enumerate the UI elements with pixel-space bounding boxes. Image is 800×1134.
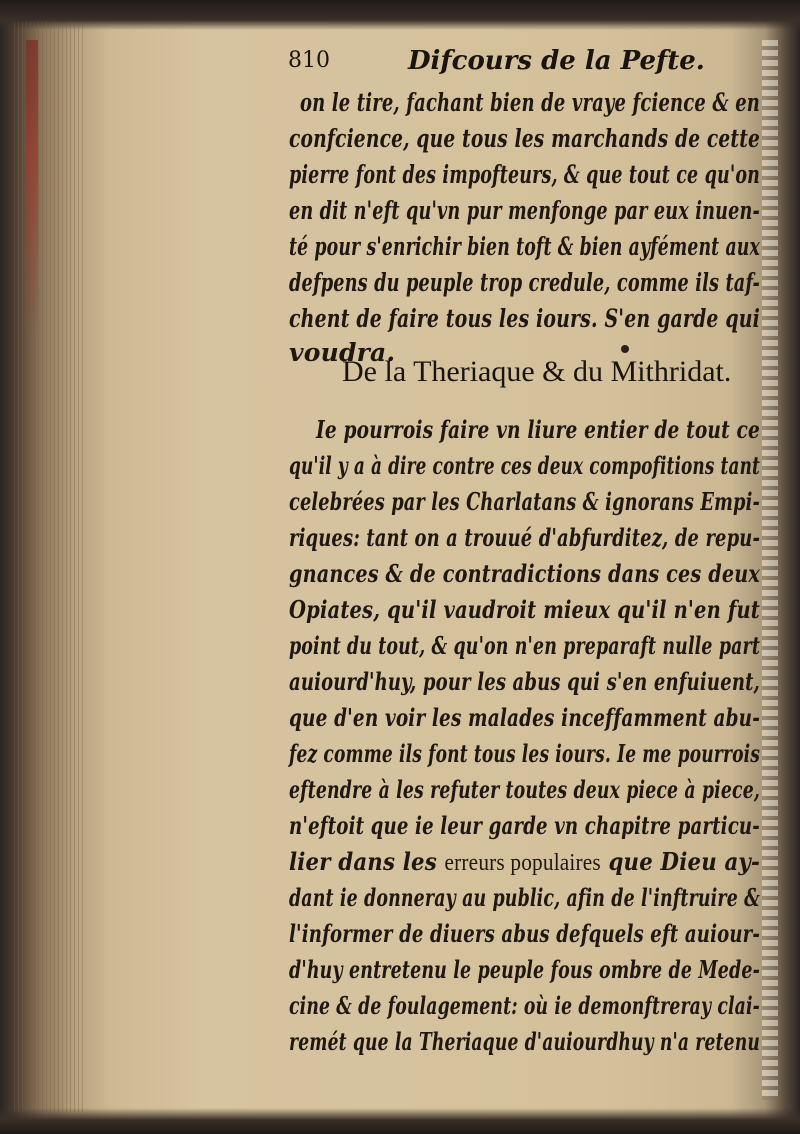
text-line: auiourd'huy, pour les abus qui s'en enfuiuent, [289,667,760,696]
text-line: qu'il y a à dire contre ces deux compofitions tant [289,451,760,480]
text-line: on le tire, fachant bien de vraye fcience & en [300,88,761,117]
text-line: d'huy entretenu le peuple fous ombre de Mede- [289,955,761,984]
text-segment: lier dans les [289,847,437,876]
text-line: fez comme ils font tous les iours. Ie me pourrois [289,739,761,768]
text-segment: que Dieu ay- [608,847,761,876]
scan-bottom-shadow [0,1108,800,1134]
text-segment-roman: erreurs populaires [444,849,601,876]
text-line: eftendre à les refuter toutes deux piece à piece, [289,775,761,804]
text-line: Opiates, qu'il vaudroit mieux qu'il n'en fut [289,595,760,624]
running-head: Difcours de la Pefte. [408,46,705,76]
text-line: Ie pourrois faire vn liure entier de tout ce [316,415,760,444]
text-line: remét que la Theriaque d'auiourdhuy n'a retenu [289,1027,760,1056]
page-edges-right [762,40,778,1100]
text-line: chent de faire tous les iours. S'en garde qui [289,304,760,333]
text-line: en dit n'eft qu'vn pur menfonge par eux inuen- [289,196,760,225]
text-line: celebrées par les Charlatans & ignorans Empi- [289,487,761,516]
red-binding-edge [26,40,38,340]
page-header [288,48,748,82]
text-line: l'informer de diuers abus defquels eft auiour- [289,919,761,948]
text-line: cine & de foulagement: où ie demonftreray clai- [289,991,760,1020]
text-line-mixed [289,847,760,877]
text-line: té pour s'enrichir bien toft & bien ayfément aux [289,232,760,261]
text-line: defpens du peuple trop credule, comme ils taf- [289,268,761,297]
text-line: n'eftoit que ie leur garde vn chapitre particu- [289,811,760,840]
ornament-dot [621,345,629,353]
page-edges-left [14,22,84,1112]
scan-top-shadow [0,0,800,30]
text-line: que d'en voir les malades inceffamment abu- [289,703,761,732]
text-line: dant ie donneray au public, afin de l'inftruire & [289,883,760,912]
text-line: point du tout, & qu'on n'en preparaft nulle part [289,631,761,660]
page-number: 810 [288,48,330,73]
text-line: pierre font des impofteurs, & que tout ce qu'on [289,160,761,189]
section-heading: De la Theriaque & du Mithridat. [342,355,732,388]
text-line: voudra. [289,338,396,367]
text-line: riques: tant on a trouué d'abfurditez, de repu- [289,523,761,552]
text-line: gnances & de contradictions dans ces deux [289,559,760,588]
text-line: confcience, que tous les marchands de cette [289,124,761,153]
